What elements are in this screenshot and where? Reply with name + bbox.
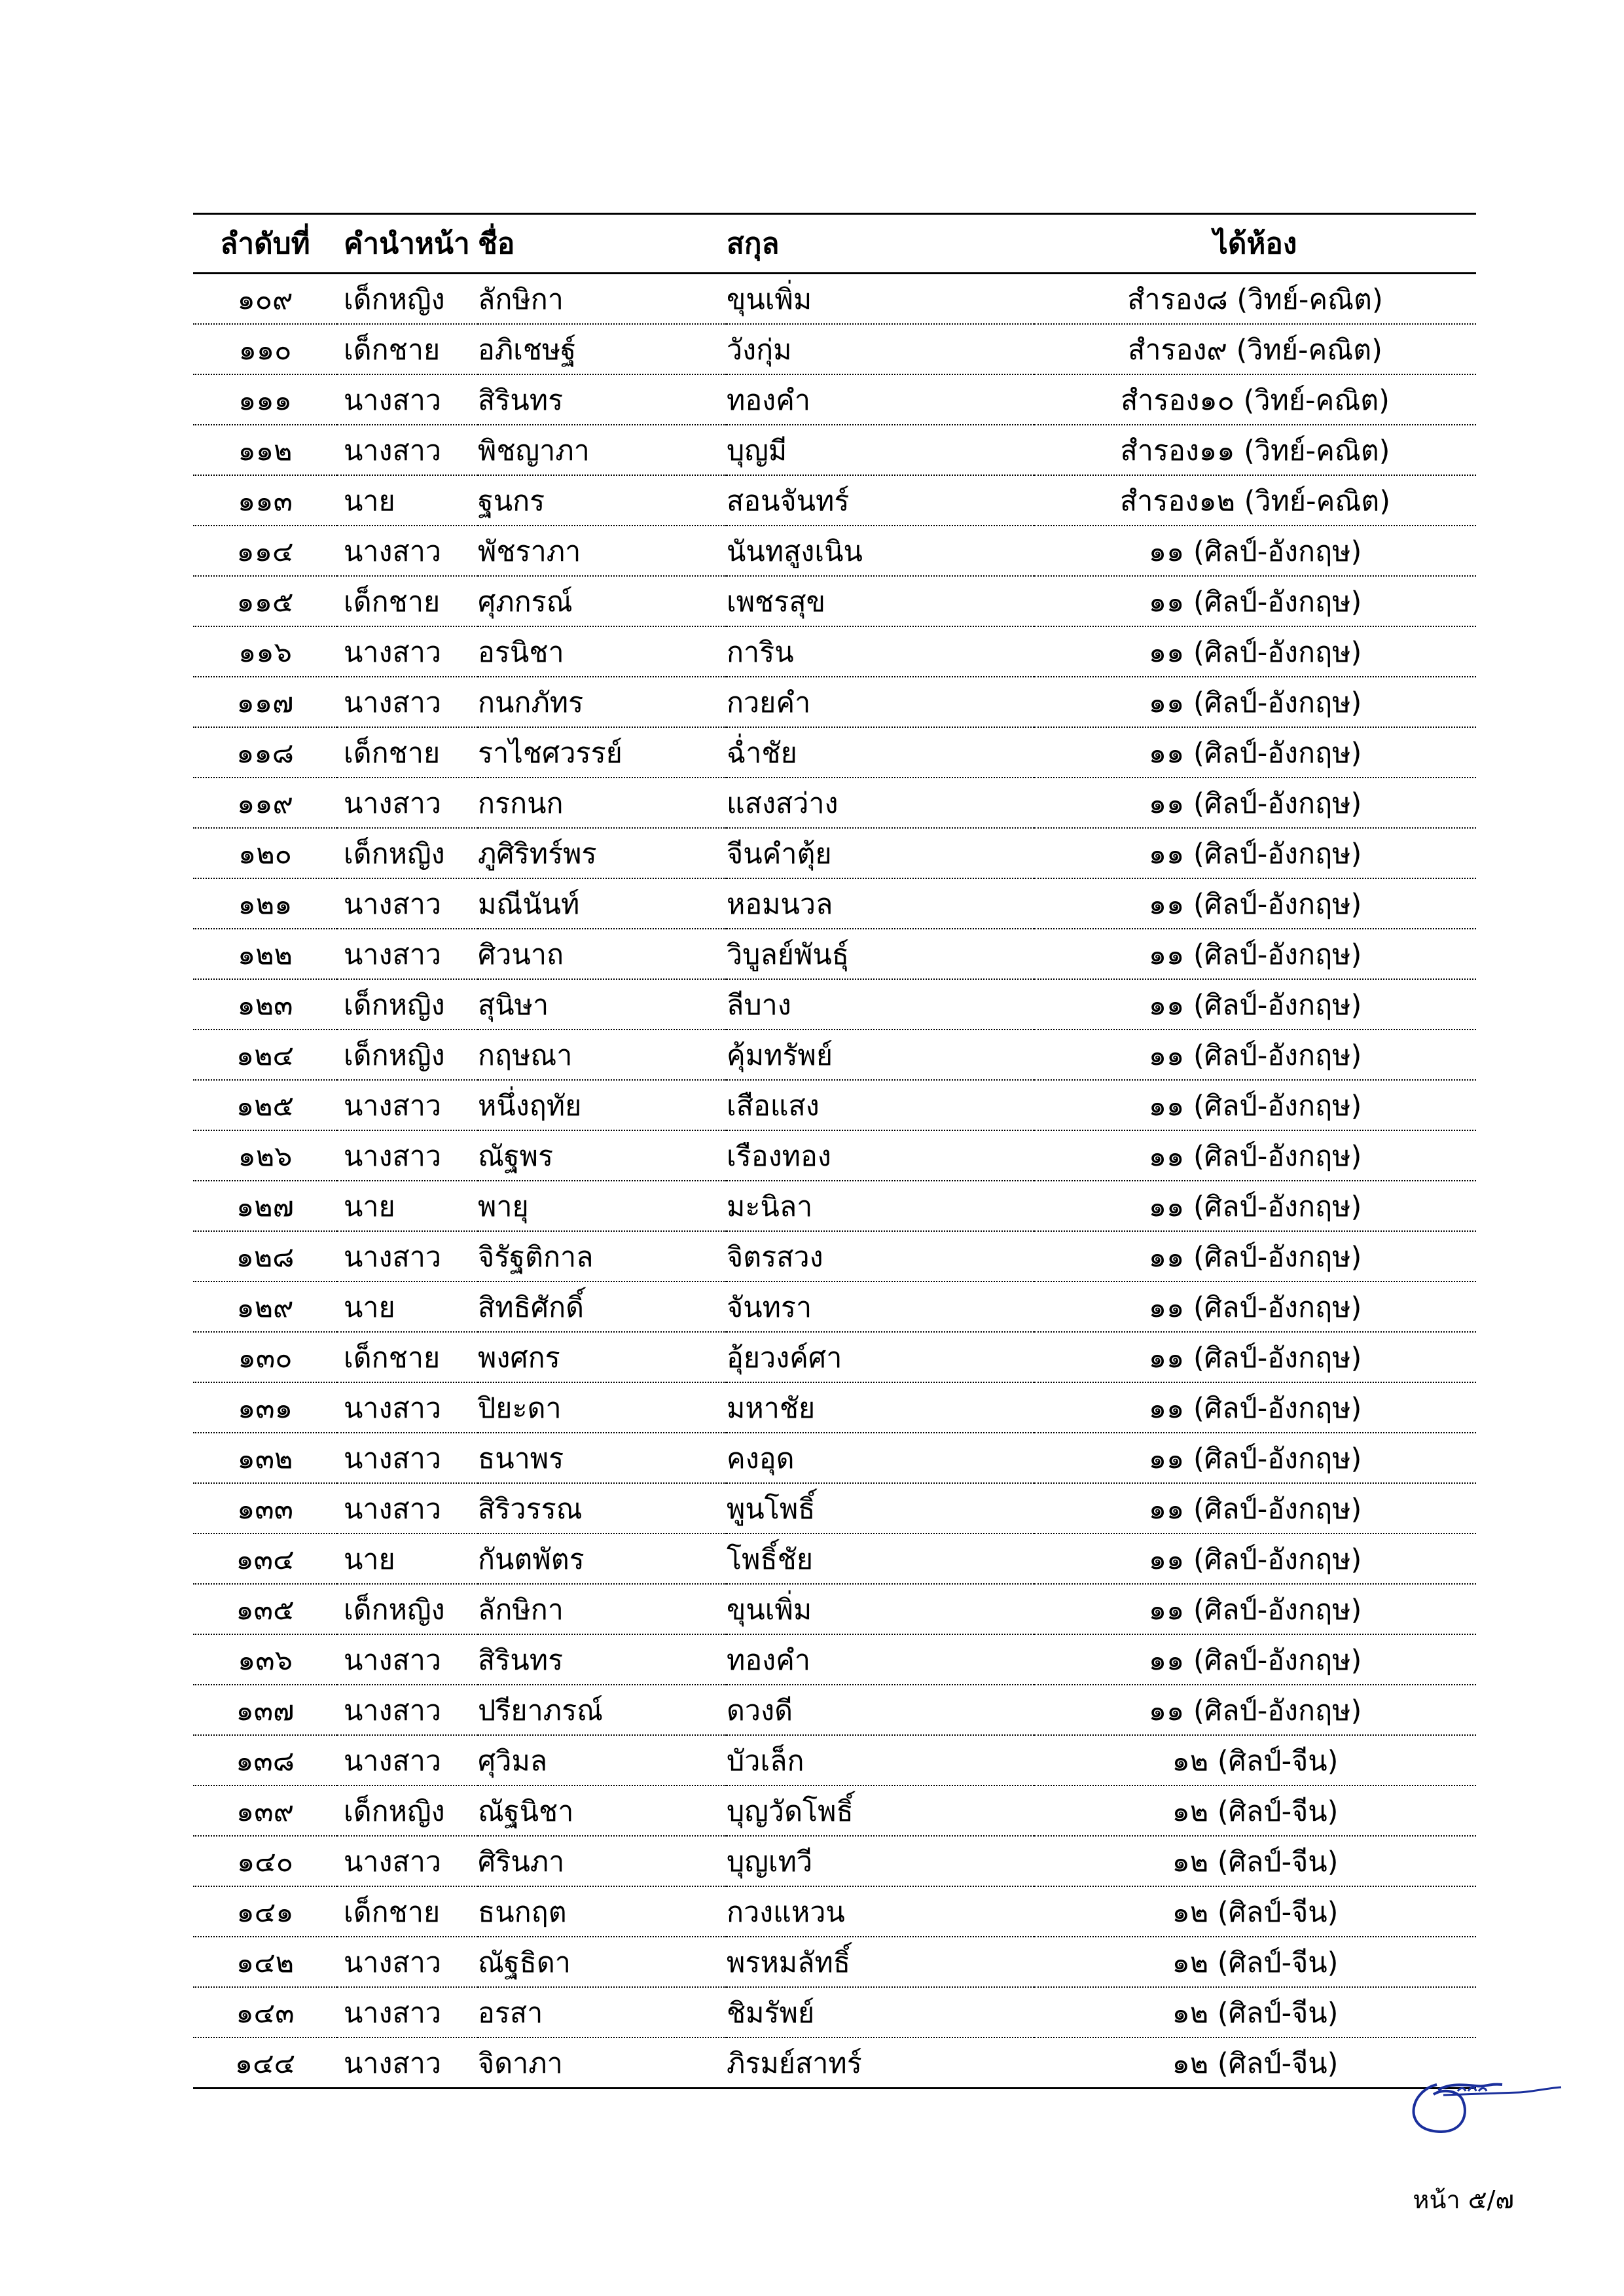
cell-last-name: คงอุด (727, 1433, 1034, 1483)
cell-no: ๑๑๔ (193, 526, 337, 576)
cell-first-name: กรกนก (478, 778, 727, 828)
table-row (193, 1080, 1476, 1130)
cell-last-name: จันทรา (727, 1282, 1034, 1332)
cell-room: ๑๑ (ศิลป์-อังกฤษ) (1034, 576, 1476, 626)
cell-last-name: ขุนเพิ่ม (727, 274, 1034, 325)
table-row (193, 828, 1476, 878)
cell-prefix: นางสาว (337, 1080, 478, 1130)
cell-no: ๑๒๗ (193, 1181, 337, 1231)
cell-last-name: บุญวัดโพธิ์ (727, 1785, 1034, 1836)
cell-prefix: เด็กชาย (337, 1332, 478, 1382)
cell-first-name: กฤษณา (478, 1030, 727, 1080)
cell-prefix: นางสาว (337, 1937, 478, 1987)
cell-last-name: การิน (727, 626, 1034, 677)
cell-no: ๑๒๓ (193, 979, 337, 1030)
cell-prefix: นางสาว (337, 526, 478, 576)
cell-room: ๑๑ (ศิลป์-อังกฤษ) (1034, 1584, 1476, 1634)
header-no: ลำดับที่ (193, 214, 337, 274)
cell-no: ๑๑๗ (193, 677, 337, 727)
cell-first-name: จิรัฐติกาล (478, 1231, 727, 1282)
cell-prefix: นางสาว (337, 1634, 478, 1685)
cell-prefix: เด็กชาย (337, 576, 478, 626)
cell-room: ๑๑ (ศิลป์-อังกฤษ) (1034, 1534, 1476, 1584)
cell-no: ๑๓๔ (193, 1534, 337, 1584)
cell-last-name: พูนโพธิ์ (727, 1483, 1034, 1534)
cell-prefix: เด็กชาย (337, 1886, 478, 1937)
cell-prefix: เด็กหญิง (337, 979, 478, 1030)
cell-room: ๑๑ (ศิลป์-อังกฤษ) (1034, 1282, 1476, 1332)
table-row (193, 677, 1476, 727)
cell-no: ๑๓๓ (193, 1483, 337, 1534)
cell-no: ๑๑๑ (193, 374, 337, 425)
header-last-name: สกุล (727, 214, 1034, 274)
cell-room: ๑๑ (ศิลป์-อังกฤษ) (1034, 778, 1476, 828)
page-number: หน้า ๕/๗ (1413, 2185, 1514, 2214)
cell-prefix: นางสาว (337, 1483, 478, 1534)
cell-room: ๑๑ (ศิลป์-อังกฤษ) (1034, 1685, 1476, 1735)
cell-room: ๑๑ (ศิลป์-อังกฤษ) (1034, 1382, 1476, 1433)
cell-first-name: พายุ (478, 1181, 727, 1231)
cell-prefix: นางสาว (337, 1735, 478, 1785)
cell-room: สำรอง๘ (วิทย์-คณิต) (1034, 274, 1476, 325)
table-row (193, 1886, 1476, 1937)
cell-room: ๑๑ (ศิลป์-อังกฤษ) (1034, 1130, 1476, 1181)
cell-room: ๑๑ (ศิลป์-อังกฤษ) (1034, 677, 1476, 727)
cell-first-name: ศุภกรณ์ (478, 576, 727, 626)
cell-room: ๑๑ (ศิลป์-อังกฤษ) (1034, 828, 1476, 878)
cell-last-name: สอนจันทร์ (727, 475, 1034, 526)
cell-last-name: ภิรมย์สาทร์ (727, 2037, 1034, 2089)
cell-prefix: เด็กชาย (337, 727, 478, 778)
cell-no: ๑๒๘ (193, 1231, 337, 1282)
cell-prefix: นาย (337, 1282, 478, 1332)
cell-no: ๑๒๒ (193, 929, 337, 979)
cell-no: ๑๒๕ (193, 1080, 337, 1130)
cell-last-name: เรืองทอง (727, 1130, 1034, 1181)
cell-room: ๑๒ (ศิลป์-จีน) (1034, 1937, 1476, 1987)
cell-room: ๑๒ (ศิลป์-จีน) (1034, 1785, 1476, 1836)
cell-room: สำรอง๙ (วิทย์-คณิต) (1034, 324, 1476, 374)
table-row (193, 1130, 1476, 1181)
cell-first-name: สิทธิศักดิ์ (478, 1282, 727, 1332)
cell-prefix: นางสาว (337, 1231, 478, 1282)
cell-no: ๑๓๙ (193, 1785, 337, 1836)
cell-no: ๑๒๙ (193, 1282, 337, 1332)
cell-first-name: อภิเชษฐ์ (478, 324, 727, 374)
header-room: ได้ห้อง (1034, 214, 1476, 274)
cell-first-name: สุนิษา (478, 979, 727, 1030)
cell-room: สำรอง๑๒ (วิทย์-คณิต) (1034, 475, 1476, 526)
cell-last-name: บุญมี (727, 425, 1034, 475)
cell-room: ๑๑ (ศิลป์-อังกฤษ) (1034, 1080, 1476, 1130)
cell-no: ๑๐๙ (193, 274, 337, 325)
cell-room: ๑๒ (ศิลป์-จีน) (1034, 1836, 1476, 1886)
cell-no: ๑๔๐ (193, 1836, 337, 1886)
cell-last-name: วังกุ่ม (727, 324, 1034, 374)
cell-room: ๑๑ (ศิลป์-อังกฤษ) (1034, 929, 1476, 979)
cell-room: ๑๑ (ศิลป์-อังกฤษ) (1034, 1030, 1476, 1080)
cell-first-name: ลักษิกา (478, 274, 727, 325)
cell-prefix: เด็กหญิง (337, 1030, 478, 1080)
cell-first-name: ฐนกร (478, 475, 727, 526)
table-row (193, 2037, 1476, 2089)
cell-prefix: นางสาว (337, 2037, 478, 2089)
table-body (193, 274, 1476, 2089)
cell-no: ๑๔๑ (193, 1886, 337, 1937)
table-row (193, 1433, 1476, 1483)
cell-last-name: ฉ่ำชัย (727, 727, 1034, 778)
table-row (193, 1181, 1476, 1231)
cell-last-name: ทองคำ (727, 374, 1034, 425)
cell-room: ๑๑ (ศิลป์-อังกฤษ) (1034, 878, 1476, 929)
table-row (193, 1382, 1476, 1433)
cell-prefix: นางสาว (337, 677, 478, 727)
cell-last-name: นันทสูงเนิน (727, 526, 1034, 576)
cell-no: ๑๒๔ (193, 1030, 337, 1080)
table-row (193, 425, 1476, 475)
cell-first-name: พงศกร (478, 1332, 727, 1382)
cell-last-name: ทองคำ (727, 1634, 1034, 1685)
cell-first-name: ศิวนาถ (478, 929, 727, 979)
cell-first-name: กันตพัตร (478, 1534, 727, 1584)
cell-last-name: บุญเทวี (727, 1836, 1034, 1886)
header-prefix: คำนำหน้า (337, 214, 478, 274)
table-row (193, 1483, 1476, 1534)
cell-first-name: ราไชศวรรย์ (478, 727, 727, 778)
cell-first-name: จิดาภา (478, 2037, 727, 2089)
table-row (193, 1836, 1476, 1886)
cell-prefix: นางสาว (337, 778, 478, 828)
table-row (193, 526, 1476, 576)
cell-prefix: เด็กชาย (337, 324, 478, 374)
cell-prefix: นางสาว (337, 1685, 478, 1735)
cell-no: ๑๒๑ (193, 878, 337, 929)
cell-no: ๑๓๐ (193, 1332, 337, 1382)
cell-last-name: จีนคำตุ้ย (727, 828, 1034, 878)
table-row (193, 1987, 1476, 2037)
cell-first-name: ณัฐนิชา (478, 1785, 727, 1836)
cell-room: ๑๑ (ศิลป์-อังกฤษ) (1034, 1231, 1476, 1282)
cell-no: ๑๑๖ (193, 626, 337, 677)
table-row (193, 1685, 1476, 1735)
table-row (193, 1332, 1476, 1382)
cell-last-name: อุ้ยวงค์ศา (727, 1332, 1034, 1382)
table-row (193, 1282, 1476, 1332)
cell-last-name: ดวงดี (727, 1685, 1034, 1735)
cell-prefix: นางสาว (337, 1987, 478, 2037)
cell-prefix: นาย (337, 475, 478, 526)
cell-last-name: พรหมลัทธิ์ (727, 1937, 1034, 1987)
cell-room: ๑๒ (ศิลป์-จีน) (1034, 2037, 1476, 2089)
table-row (193, 727, 1476, 778)
table-row (193, 929, 1476, 979)
table-row (193, 374, 1476, 425)
cell-prefix: นางสาว (337, 374, 478, 425)
cell-last-name: ลีบาง (727, 979, 1034, 1030)
signature-mark (1398, 2065, 1568, 2144)
table-row (193, 626, 1476, 677)
cell-first-name: กนกภัทร (478, 677, 727, 727)
cell-prefix: นางสาว (337, 1433, 478, 1483)
cell-no: ๑๓๑ (193, 1382, 337, 1433)
table-row (193, 1030, 1476, 1080)
table-row (193, 1785, 1476, 1836)
cell-last-name: กวงแหวน (727, 1886, 1034, 1937)
cell-room: ๑๑ (ศิลป์-อังกฤษ) (1034, 1181, 1476, 1231)
cell-first-name: สิริวรรณ (478, 1483, 727, 1534)
cell-no: ๑๓๗ (193, 1685, 337, 1735)
cell-first-name: พัชราภา (478, 526, 727, 576)
cell-prefix: เด็กหญิง (337, 274, 478, 325)
cell-last-name: เสือแสง (727, 1080, 1034, 1130)
cell-room: ๑๑ (ศิลป์-อังกฤษ) (1034, 979, 1476, 1030)
cell-no: ๑๓๕ (193, 1584, 337, 1634)
cell-first-name: อรนิชา (478, 626, 727, 677)
cell-first-name: พิชญาภา (478, 425, 727, 475)
cell-no: ๑๔๓ (193, 1987, 337, 2037)
cell-no: ๑๑๒ (193, 425, 337, 475)
cell-last-name: โพธิ์ชัย (727, 1534, 1034, 1584)
table-row (193, 274, 1476, 325)
table-row (193, 475, 1476, 526)
cell-first-name: ณัฐพร (478, 1130, 727, 1181)
cell-first-name: สิรินทร (478, 374, 727, 425)
cell-no: ๑๑๘ (193, 727, 337, 778)
table-row (193, 1937, 1476, 1987)
cell-prefix: นางสาว (337, 929, 478, 979)
cell-prefix: นางสาว (337, 1130, 478, 1181)
cell-no: ๑๓๘ (193, 1735, 337, 1785)
cell-no: ๑๑๓ (193, 475, 337, 526)
cell-last-name: มะนิลา (727, 1181, 1034, 1231)
cell-prefix: นางสาว (337, 878, 478, 929)
table-row (193, 1231, 1476, 1282)
table-row (193, 878, 1476, 929)
cell-no: ๑๒๖ (193, 1130, 337, 1181)
header-first-name: ชื่อ (478, 214, 727, 274)
cell-first-name: สิรินทร (478, 1634, 727, 1685)
cell-room: ๑๑ (ศิลป์-อังกฤษ) (1034, 1634, 1476, 1685)
cell-room: ๑๑ (ศิลป์-อังกฤษ) (1034, 526, 1476, 576)
table-row (193, 979, 1476, 1030)
cell-room: ๑๒ (ศิลป์-จีน) (1034, 1886, 1476, 1937)
cell-prefix: นาย (337, 1181, 478, 1231)
cell-first-name: ศิรินภา (478, 1836, 727, 1886)
cell-prefix: นางสาว (337, 626, 478, 677)
cell-room: ๑๑ (ศิลป์-อังกฤษ) (1034, 1433, 1476, 1483)
table-row (193, 778, 1476, 828)
cell-room: ๑๑ (ศิลป์-อังกฤษ) (1034, 626, 1476, 677)
cell-first-name: หนึ่งฤทัย (478, 1080, 727, 1130)
table-row (193, 1584, 1476, 1634)
cell-first-name: ธนาพร (478, 1433, 727, 1483)
cell-last-name: กวยคำ (727, 677, 1034, 727)
cell-last-name: หอมนวล (727, 878, 1034, 929)
cell-first-name: อรสา (478, 1987, 727, 2037)
cell-prefix: นางสาว (337, 425, 478, 475)
cell-room: ๑๒ (ศิลป์-จีน) (1034, 1735, 1476, 1785)
table-row (193, 324, 1476, 374)
cell-no: ๑๓๖ (193, 1634, 337, 1685)
cell-prefix: เด็กหญิง (337, 1785, 478, 1836)
cell-room: ๑๑ (ศิลป์-อังกฤษ) (1034, 1483, 1476, 1534)
cell-no: ๑๒๐ (193, 828, 337, 878)
cell-last-name: จิตรสวง (727, 1231, 1034, 1282)
cell-first-name: ศุวิมล (478, 1735, 727, 1785)
cell-room: ๑๒ (ศิลป์-จีน) (1034, 1987, 1476, 2037)
cell-last-name: เพชรสุข (727, 576, 1034, 626)
cell-no: ๑๓๒ (193, 1433, 337, 1483)
cell-no: ๑๑๙ (193, 778, 337, 828)
cell-first-name: ปรียาภรณ์ (478, 1685, 727, 1735)
cell-no: ๑๑๐ (193, 324, 337, 374)
cell-prefix: นางสาว (337, 1836, 478, 1886)
cell-room: ๑๑ (ศิลป์-อังกฤษ) (1034, 727, 1476, 778)
table-row (193, 1634, 1476, 1685)
cell-last-name: แสงสว่าง (727, 778, 1034, 828)
cell-prefix: นางสาว (337, 1382, 478, 1433)
table-row (193, 576, 1476, 626)
cell-room: ๑๑ (ศิลป์-อังกฤษ) (1034, 1332, 1476, 1382)
cell-no: ๑๔๒ (193, 1937, 337, 1987)
table-header-row (193, 214, 1476, 274)
cell-last-name: ขุนเพิ่ม (727, 1584, 1034, 1634)
cell-first-name: ลักษิกา (478, 1584, 727, 1634)
cell-last-name: บัวเล็ก (727, 1735, 1034, 1785)
cell-prefix: เด็กหญิง (337, 828, 478, 878)
cell-room: สำรอง๑๐ (วิทย์-คณิต) (1034, 374, 1476, 425)
cell-first-name: ปิยะดา (478, 1382, 727, 1433)
cell-first-name: ณัฐธิดา (478, 1937, 727, 1987)
cell-first-name: ภูศิริทร์พร (478, 828, 727, 878)
cell-last-name: คุ้มทรัพย์ (727, 1030, 1034, 1080)
cell-no: ๑๔๔ (193, 2037, 337, 2089)
table-row (193, 1735, 1476, 1785)
cell-prefix: เด็กหญิง (337, 1584, 478, 1634)
cell-first-name: มณีนันท์ (478, 878, 727, 929)
student-room-list (193, 213, 1476, 2089)
cell-first-name: ธนกฤต (478, 1886, 727, 1937)
cell-last-name: ชิมรัพย์ (727, 1987, 1034, 2037)
cell-last-name: มหาชัย (727, 1382, 1034, 1433)
cell-last-name: วิบูลย์พันธุ์ (727, 929, 1034, 979)
table-row (193, 1534, 1476, 1584)
cell-prefix: นาย (337, 1534, 478, 1584)
cell-room: สำรอง๑๑ (วิทย์-คณิต) (1034, 425, 1476, 475)
cell-no: ๑๑๕ (193, 576, 337, 626)
student-table (193, 213, 1476, 2089)
